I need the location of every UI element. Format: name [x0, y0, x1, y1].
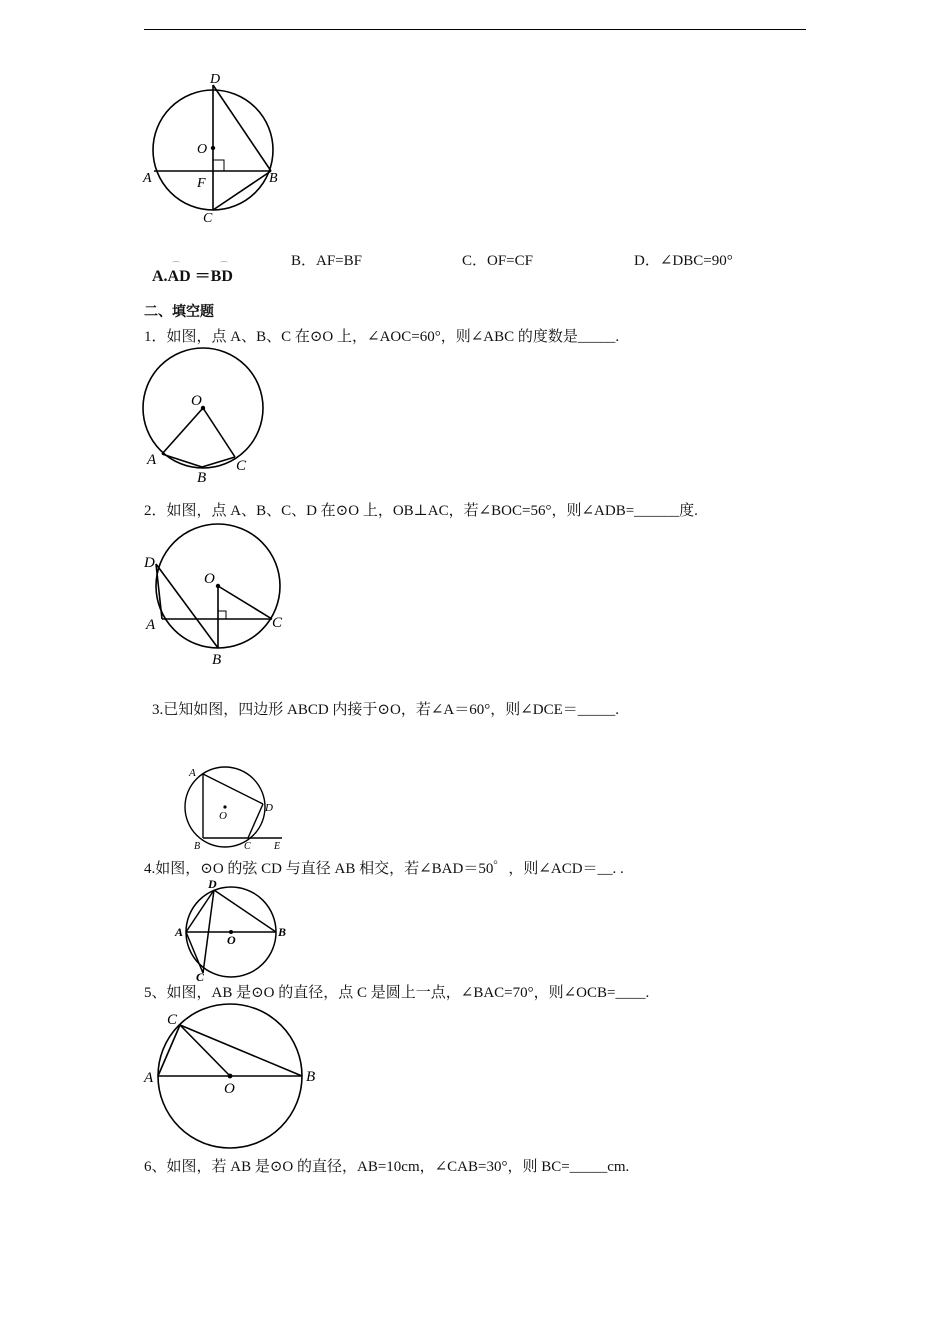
label-c: C [244, 841, 251, 852]
label-b: B [269, 171, 278, 186]
label-b: B [306, 1069, 316, 1085]
center-point [211, 146, 215, 150]
label-a: A [146, 617, 156, 633]
segment-oc [203, 408, 235, 457]
figure-q4 [172, 876, 292, 986]
figure-q3 [182, 762, 292, 852]
label-d: D [208, 877, 217, 891]
question-5: 5、如图，AB 是⊙O 的直径，点 C 是圆上一点，∠BAC=70°，则∠OCB=____. [144, 985, 650, 1001]
question-1: 1．如图，点 A、B、C 在⊙O 上，∠AOC=60°，则∠ABC 的度数是_____. [144, 329, 620, 345]
label-a: A [189, 767, 196, 779]
center-point [216, 584, 220, 588]
label-o: O [227, 933, 236, 947]
label-d: D [144, 555, 155, 571]
segment-cb [213, 171, 271, 210]
label-o: O [219, 810, 227, 822]
option-a: A.AD ＝BD [152, 268, 233, 285]
center-point [223, 805, 226, 808]
segment-ac [158, 1025, 180, 1076]
label-c: C [272, 615, 283, 631]
figure-q2 [138, 522, 298, 672]
option-b: B．AF=BF [291, 253, 362, 269]
label-a: A [144, 1070, 154, 1086]
option-d: D．∠DBC=90° [634, 253, 733, 269]
label-d: D [210, 72, 221, 87]
right-angle-mark [218, 611, 226, 619]
question-3: 3.已知如图，四边形 ABCD 内接于⊙O，若∠A＝60°，则∠DCE＝_____. [152, 702, 620, 718]
figure-q1 [138, 350, 278, 490]
figure-q5 [138, 1000, 328, 1155]
segment-ac [186, 932, 203, 973]
label-b: B [212, 652, 222, 668]
section-title: 二、填空题 [144, 304, 214, 320]
label-a: A [175, 925, 184, 939]
label-c: C [203, 211, 213, 226]
figure-circle-dcab [135, 65, 295, 230]
label-o: O [204, 571, 215, 587]
label-b: B [194, 841, 201, 852]
label-e: E [274, 841, 281, 852]
label-c: C [236, 458, 247, 474]
label-b: B [278, 925, 287, 939]
option-c: C．OF=CF [462, 253, 533, 269]
segment-db [214, 890, 276, 932]
label-o: O [224, 1081, 235, 1097]
label-o: O [191, 393, 202, 409]
label-o: O [197, 142, 208, 157]
label-a: A [143, 171, 152, 186]
question-2: 2．如图，点 A、B、C、D 在⊙O 上，OB⊥AC，若∠BOC=56°，则∠ADB=______度. [144, 503, 698, 519]
arc-mark-bd: ⌒ [220, 261, 228, 270]
segment-oa [162, 408, 203, 454]
segment-cb [180, 1025, 302, 1076]
label-f: F [197, 176, 206, 191]
segment-co [180, 1025, 230, 1076]
label-a: A [147, 452, 157, 468]
label-b: B [197, 470, 207, 486]
question-6: 6、如图，若 AB 是⊙O 的直径，AB=10cm，∠CAB=30°，则 BC=_____cm. [144, 1159, 630, 1175]
right-angle-mark [213, 160, 224, 171]
header-rule [144, 29, 806, 30]
arc-mark-ad: ⌒ [172, 261, 180, 270]
label-d: D [265, 802, 273, 814]
center-point [228, 1074, 233, 1079]
label-c: C [167, 1012, 178, 1028]
question-4: 4.如图，⊙O 的弦 CD 与直径 AB 相交，若∠BAD＝50゜，则∠ACD＝__. . [144, 861, 624, 877]
label-c: C [196, 970, 205, 984]
